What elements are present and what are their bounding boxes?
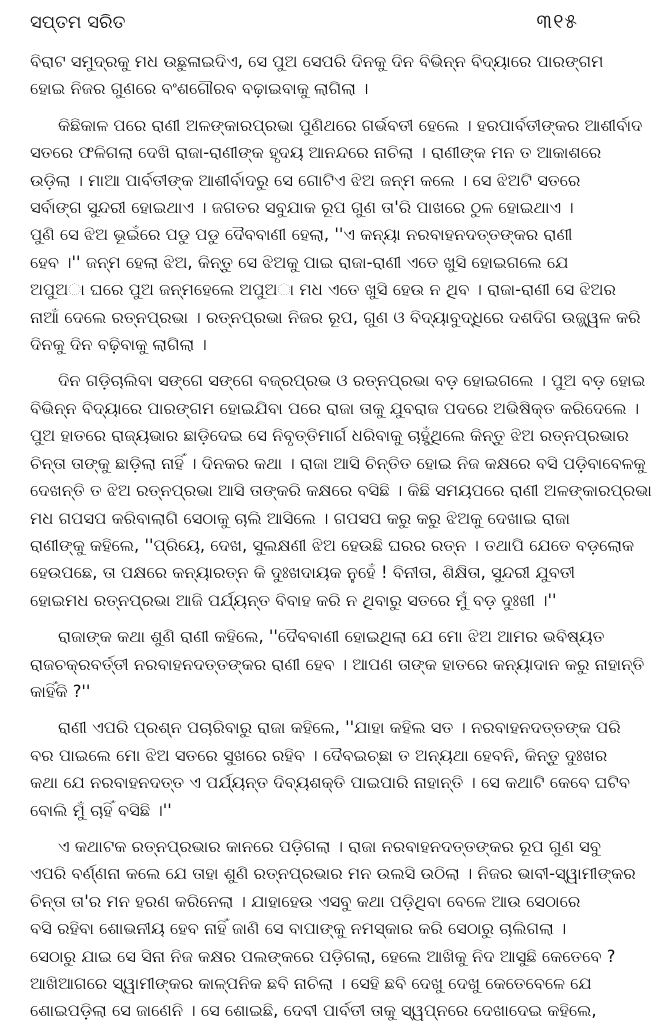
text-line: ହେବ ।'' ଜନ୍ମ ହେଲା ଝିଅ, କିନ୍ତୁ ସେ ଝିଅକୁ ପାଇ ରାଜା-ରାଣୀ ଏତେ ଖୁସି ହୋଇଗଲେ ଯେ bbox=[30, 252, 569, 272]
text-line: ନାଆଁ ଦେଲେ ରତ୍ନପ୍ରଭା । ରତ୍ନପ୍ରଭା ନିଜର ରୂପ, ଗୁଣ ଓ ବିଦ୍ୟାବୁଦ୍ଧିରେ ଦଶଦିଗ ଉଜ୍ଜ୍ୱଳ କରି bbox=[30, 307, 641, 327]
chapter-title: ସପ୍ତମ ସରିତ bbox=[30, 12, 126, 33]
text-line: ସେଠାରୁ ଯାଇ ସେ ସିନା ନିଜ କକ୍ଷର ପଲଙ୍କରେ ପଡ଼ିଗଲା, ହେଲେ ଆଖିକୁ ନିଦ ଆସୁଛି କେତେବେ ? bbox=[30, 946, 616, 966]
text-line: ବସି ରହିବା ଶୋଭନୀୟ ହେବ ନାହିଁ ଜାଣି ସେ ବାପାଙ୍କୁ ନମସ୍କାର କରି ସେଠାରୁ ଚାଲିଗଲା । bbox=[30, 919, 567, 939]
text-line: କିଛିକାଳ ପରେ ରାଣୀ ଅଳଙ୍କାରପ୍ରଭା ପୁଣିଥରେ ଗର୍ଭବତୀ ହେଲେ । ହରପାର୍ବତୀଙ୍କର ଆଶୀର୍ବାଦ bbox=[58, 115, 643, 135]
text-line: ସର୍ବାଙ୍ଗ ସୁନ୍ଦରୀ ହୋଇଥାଏ । ଜଗତର ସବୁଯାକ ରୂପ ଗୁଣ ତା'ରି ପାଖରେ ଠୁଳ ହୋଇଥାଏ । bbox=[30, 198, 574, 218]
paragraph-3 bbox=[30, 367, 652, 614]
text-line: ଚିନ୍ତା ତା'ର ମନ ହରଣ କରିନେଲା । ଯାହାହେଉ ଏସବୁ କଥା ପଡ଼ିଥିବା ବେଳେ ଆଉ ସେଠାରେ bbox=[30, 891, 581, 911]
text-line: ବୋଲି ମୁଁ ଚାହିଁ ବସିଛି ।'' bbox=[30, 800, 172, 820]
paragraph-5 bbox=[30, 714, 630, 824]
paragraph-1 bbox=[30, 48, 604, 103]
text-line: ରାଣୀଙ୍କୁ କହିଲେ, ''ପ୍ରିୟେ, ଦେଖ, ସୁଲକ୍ଷଣୀ ଝିଅ ହେଉଛି ଘରର ରତ୍ନ । ତଥାପି ଯେତେ ବଡ଼ଲୋକ bbox=[30, 535, 635, 555]
body-text bbox=[30, 48, 652, 1025]
text-line: କଥା ଯେ ନରବାହନଦତ୍ତ ଏ ପର୍ଯ୍ୟନ୍ତ ଦିବ୍ୟଶକ୍ତି ପାଇପାରି ନାହାନ୍ତି । ସେ କଥାଟି କେବେ ଘଟିବ bbox=[30, 773, 630, 793]
text-line: ଏପରି ବର୍ଣ୍ଣନା କଲେ ଯେ ତାହା ଶୁଣି ରତ୍ନପ୍ରଭାର ମନ ଉଲସି ଉଠିଲା । ନିଜର ଭାବୀ-ସ୍ୱାମୀଙ୍କର bbox=[30, 864, 636, 884]
text-line: ହୋଇ ନିଜର ଗୁଣରେ ବଂଶଗୌରବ ବଢ଼ାଇବାକୁ ଲାଗିଲା । bbox=[30, 79, 369, 99]
text-line: ବର ପାଇଲେ ମୋ ଝିଅ ସତରେ ସୁଖରେ ରହିବ । ଦୈବଇଚ୍ଛା ତ ଅନ୍ୟଥା ହେବନି, କିନ୍ତୁ ଦୁଃଖର bbox=[30, 745, 608, 765]
text-line: ଚିନ୍ତା ତାଙ୍କୁ ଛାଡ଼ିଲା ନାହିଁ । ଦିନକର କଥା । ରାଜା ଆସି ଚିନ୍ତିତ ହୋଇ ନିଜ କକ୍ଷରେ ବସି ପଡ଼ିବାବେଳକୁ bbox=[30, 453, 646, 473]
text-line: ସତରେ ଫଳିଗଲା ଦେଖି ରାଜା-ରାଣୀଙ୍କ ହୃଦୟ ଆନନ୍ଦରେ ନାଚିଲା । ରାଣୀଙ୍କ ମନ ତ ଆକାଶରେ bbox=[30, 143, 602, 163]
paragraph-4 bbox=[30, 623, 645, 705]
text-line: ବିଭିନ୍ନ ବିଦ୍ୟାରେ ପାରଙ୍ଗମ ହୋଇଯିବା ପରେ ରାଜା ତାକୁ ଯୁବରାଜ ପଦରେ ଅଭିଷିକ୍ତ କରିଦେଲେ । bbox=[30, 398, 640, 418]
text-line: ରାଣୀ ଏପରି ପ୍ରଶ୍ନ ପଚାରିବାରୁ ରାଜା କହିଲେ, ''ଯାହା କହିଲ ସତ । ନରବାହନଦତ୍ତଙ୍କ ପରି bbox=[58, 718, 621, 738]
running-header bbox=[30, 6, 578, 40]
text-line: ମଧ ଗପସପ କରିବାଲାଗି ସେଠାକୁ ଚାଲି ଆସିଲେ । ଗପସପ କରୁ କରୁ ଝିଅକୁ ଦେଖାଇ ରାଜା bbox=[30, 508, 570, 528]
text-line: ଶୋଇପଡ଼ିଲା ସେ ଜାଣେନି । ସେ ଶୋଇଛି, ଦେବୀ ପାର୍ବତୀ ତାକୁ ସ୍ୱପ୍ନରେ ଦେଖାଦେଇ କହିଲେ, bbox=[30, 1001, 597, 1021]
text-line: ଏ କଥାଟକ ରତ୍ନପ୍ରଭାର କାନରେ ପଡ଼ିଗଲା । ରାଜା ନରବାହନଦତ୍ତଙ୍କର ରୂପ ଗୁଣ ସବୁ bbox=[58, 836, 601, 856]
text-line: ହେଉପଛେ, ତା ପକ୍ଷରେ କନ୍ୟାରତ୍ନ କି ଦୁଃଖଦାୟକ ନୁହେଁ ! ବିନୀତା, ଶିକ୍ଷିତା, ସୁନ୍ଦରୀ ଯୁବତୀ bbox=[30, 563, 576, 583]
text-line: ପୁଣି ସେ ଝିଅ ଭୂଇଁରେ ପଡୁ ପଡୁ ଦୈବବାଣୀ ହେଲା, ''ଏ କନ୍ୟା ନରବାହନଦତ୍ତଙ୍କର ରାଣୀ bbox=[30, 225, 573, 245]
paragraph-6 bbox=[30, 833, 636, 1025]
paragraph-2 bbox=[30, 112, 643, 359]
text-line: ରାଜଚକ୍ରବର୍ତ୍ତୀ ନରବାହନଦତ୍ତଙ୍କର ରାଣୀ ହେବ । ଆପଣ ତାଙ୍କ ହାତରେ କନ୍ୟାଦାନ କରୁ ନାହାନ୍ତି bbox=[30, 654, 645, 674]
text-line: ବିରାଟ ସମୁଦ୍ରକୁ ମଧ ଉଛୁଳାଇଦିଏ, ସେ ପୁଅ ସେପରି ଦିନକୁ ଦିନ ବିଭିନ୍ନ ବିଦ୍ୟାରେ ପାରଙ୍ଗମ bbox=[30, 52, 604, 71]
text-line: ଅପୁଅା ଘରେ ପୁଅ ଜନ୍ମହେଲେ ଅପୁଅା ମଧ ଏତେ ଖୁସି ହେଉ ନ ଥିବ । ରାଜା-ରାଣୀ ସେ ଝିଅର bbox=[30, 280, 616, 300]
text-line: ହୋଇମଧ ରତ୍ନପ୍ରଭା ଆଜି ପର୍ଯ୍ୟନ୍ତ ବିବାହ କରି ନ ଥିବାରୁ ସତରେ ମୁଁ ବଡ଼ ଦୁଃଖୀ ।'' bbox=[30, 590, 557, 610]
text-line: ଉଡ଼ିଲା । ମାଆ ପାର୍ବତୀଙ୍କ ଆଶୀର୍ବାଦରୁ ସେ ଗୋଟିଏ ଝିଅ ଜନ୍ମ କଲେ । ସେ ଝିଅଟି ସତରେ bbox=[30, 170, 581, 190]
text-line: ରାଜାଙ୍କ କଥା ଶୁଣି ରାଣୀ କହିଲେ, ''ଦୈବବାଣୀ ହୋଇଥିଲା ଯେ ମୋ ଝିଅ ଆମର ଭବିଷ୍ୟତ bbox=[58, 627, 605, 647]
text-line: ଦେଖନ୍ତି ତ ଝିଅ ରତ୍ନପ୍ରଭା ଆସି ତାଙ୍କରି କକ୍ଷରେ ବସିଛି । କିଛି ସମୟପରେ ରାଣୀ ଅଳଙ୍କାରପ୍ରଭା bbox=[30, 481, 652, 501]
text-line: ଦିନ ଗଡ଼ିଚାଲିବା ସଙ୍ଗେ ସଙ୍ଗେ ବଜ୍ରପ୍ରଭ ଓ ରତ୍ନପ୍ରଭା ବଡ଼ ହୋଇଗଲେ । ପୁଅ ବଡ଼ ହୋଇ bbox=[58, 371, 646, 391]
text-line: କାହିଁକି ?'' bbox=[30, 681, 91, 701]
text-line: ଦିନକୁ ଦିନ ବଢ଼ିବାକୁ ଲାଗିଲା । bbox=[30, 335, 207, 355]
page-number: ୩୧୫ bbox=[536, 9, 578, 33]
text-line: ଆଖିଆଗରେ ସ୍ୱାମୀଙ୍କର କାଳ୍ପନିକ ଛବି ନାଚିଲା । ସେହି ଛବି ଦେଖୁ ଦେଖୁ କେତେବେଳେ ଯେ bbox=[30, 974, 592, 993]
text-line: ପୁଅ ହାତରେ ରାଜ୍ୟଭାର ଛାଡ଼ିଦେଇ ସେ ନିବୃତ୍ତିମାର୍ଗ ଧରିବାକୁ ଚାହୁଁଥିଲେ କିନ୍ତୁ ଝିଅ ରତ୍ନପ୍ରଭାର bbox=[30, 426, 629, 446]
